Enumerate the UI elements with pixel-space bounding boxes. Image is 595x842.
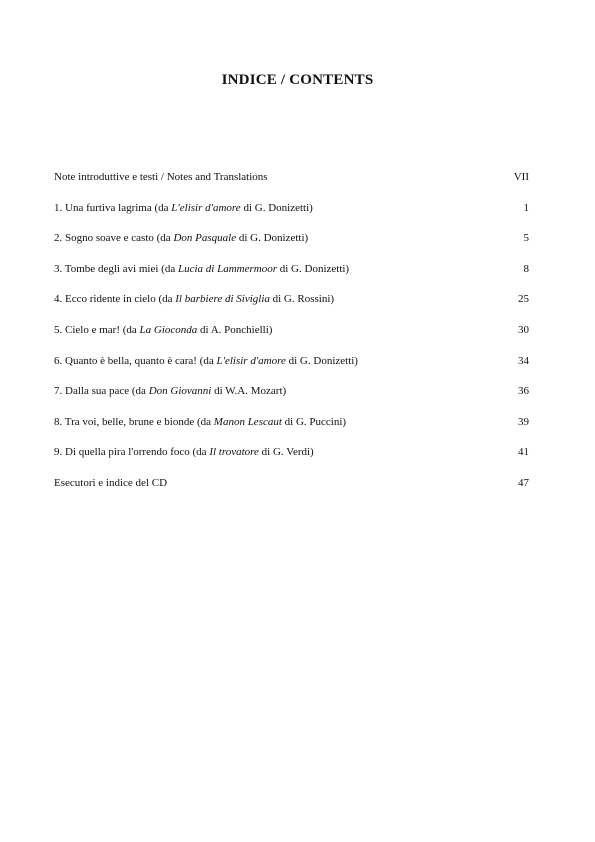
entry-composer: di G. Puccini) xyxy=(281,415,347,428)
toc-entry-title xyxy=(54,293,334,306)
toc-entry-title xyxy=(54,355,358,368)
entry-text: 3. Tombe degli avi miei (da xyxy=(54,262,178,275)
toc-entry-title xyxy=(54,232,308,245)
toc-page-number: 36 xyxy=(518,385,529,398)
opera-title: L'elisir d'amore xyxy=(216,354,286,367)
toc-entry xyxy=(54,416,529,447)
toc-page-number: VII xyxy=(513,171,529,183)
toc-page-number: 5 xyxy=(523,232,529,245)
toc-page-number: 41 xyxy=(518,446,529,459)
entry-composer: di G. Verdi) xyxy=(258,446,314,459)
toc-entry xyxy=(54,232,529,263)
opera-title: Don Giovanni xyxy=(148,385,212,398)
toc-page-number: 34 xyxy=(518,354,529,367)
toc-entry-title xyxy=(54,385,286,398)
entry-text: Note introduttive e testi / Notes and Translations xyxy=(54,171,268,183)
entry-text: 4. Ecco ridente in cielo (da xyxy=(54,293,176,306)
entry-composer: di W.A. Mozart) xyxy=(211,385,287,398)
toc-entry xyxy=(54,324,529,355)
opera-title: Manon Lescaut xyxy=(213,415,282,428)
entry-text: 7. Dalla sua pace (da xyxy=(54,385,149,398)
toc-entry xyxy=(54,385,529,416)
entry-composer: di G. Donizetti) xyxy=(277,262,350,275)
entry-composer: di G. Rossini) xyxy=(269,293,335,306)
entry-text: 1. Una furtiva lagrima (da xyxy=(54,201,172,214)
toc-entry-title xyxy=(54,171,268,184)
opera-title: Il barbiere di Siviglia xyxy=(175,293,270,306)
toc-entry xyxy=(54,263,529,294)
toc-entry xyxy=(54,202,529,233)
entry-text: Esecutori e indice del CD xyxy=(54,476,168,489)
opera-title: Il trovatore xyxy=(209,446,259,459)
opera-title: L'elisir d'amore xyxy=(171,201,241,214)
toc-entry xyxy=(54,477,529,508)
entry-text: 5. Cielo e mar! (da xyxy=(54,323,140,336)
entry-text: 2. Sogno soave e casto (da xyxy=(54,232,174,245)
entry-composer: di G. Donizetti) xyxy=(240,201,313,214)
entry-text: 8. Tra voi, belle, brune e bionde (da xyxy=(54,415,214,428)
toc-page-number: 1 xyxy=(523,201,529,214)
entry-composer: di G. Donizetti) xyxy=(236,232,309,245)
toc-page-number: 25 xyxy=(518,293,529,306)
toc-entry-title xyxy=(54,416,346,429)
opera-title: Don Pasquale xyxy=(173,232,237,245)
entry-text: 9. Di quella pira l'orrendo foco (da xyxy=(54,446,210,459)
toc-page-number: 39 xyxy=(518,415,529,428)
toc-entry-title xyxy=(54,477,167,490)
toc-entry-title xyxy=(54,446,314,459)
opera-title: La Gioconda xyxy=(139,323,198,336)
toc-entry xyxy=(54,355,529,386)
entry-composer: di G. Donizetti) xyxy=(285,354,358,367)
page-title: INDICE / CONTENTS xyxy=(221,72,374,88)
toc-page-number: 8 xyxy=(523,262,529,275)
entry-text: 6. Quanto è bella, quanto è cara! (da xyxy=(54,354,217,367)
toc-entry xyxy=(54,293,529,324)
toc-page-number: 47 xyxy=(518,476,529,489)
toc-entry xyxy=(54,171,529,202)
toc-entry-title xyxy=(54,202,313,215)
toc-entry-title xyxy=(54,263,349,276)
toc-entry xyxy=(54,446,529,477)
toc-entry-title xyxy=(54,324,272,337)
toc-page-number: 30 xyxy=(518,323,529,336)
entry-composer: di A. Ponchielli) xyxy=(197,323,273,336)
table-of-contents xyxy=(54,171,529,508)
opera-title: Lucia di Lammermoor xyxy=(177,262,277,275)
